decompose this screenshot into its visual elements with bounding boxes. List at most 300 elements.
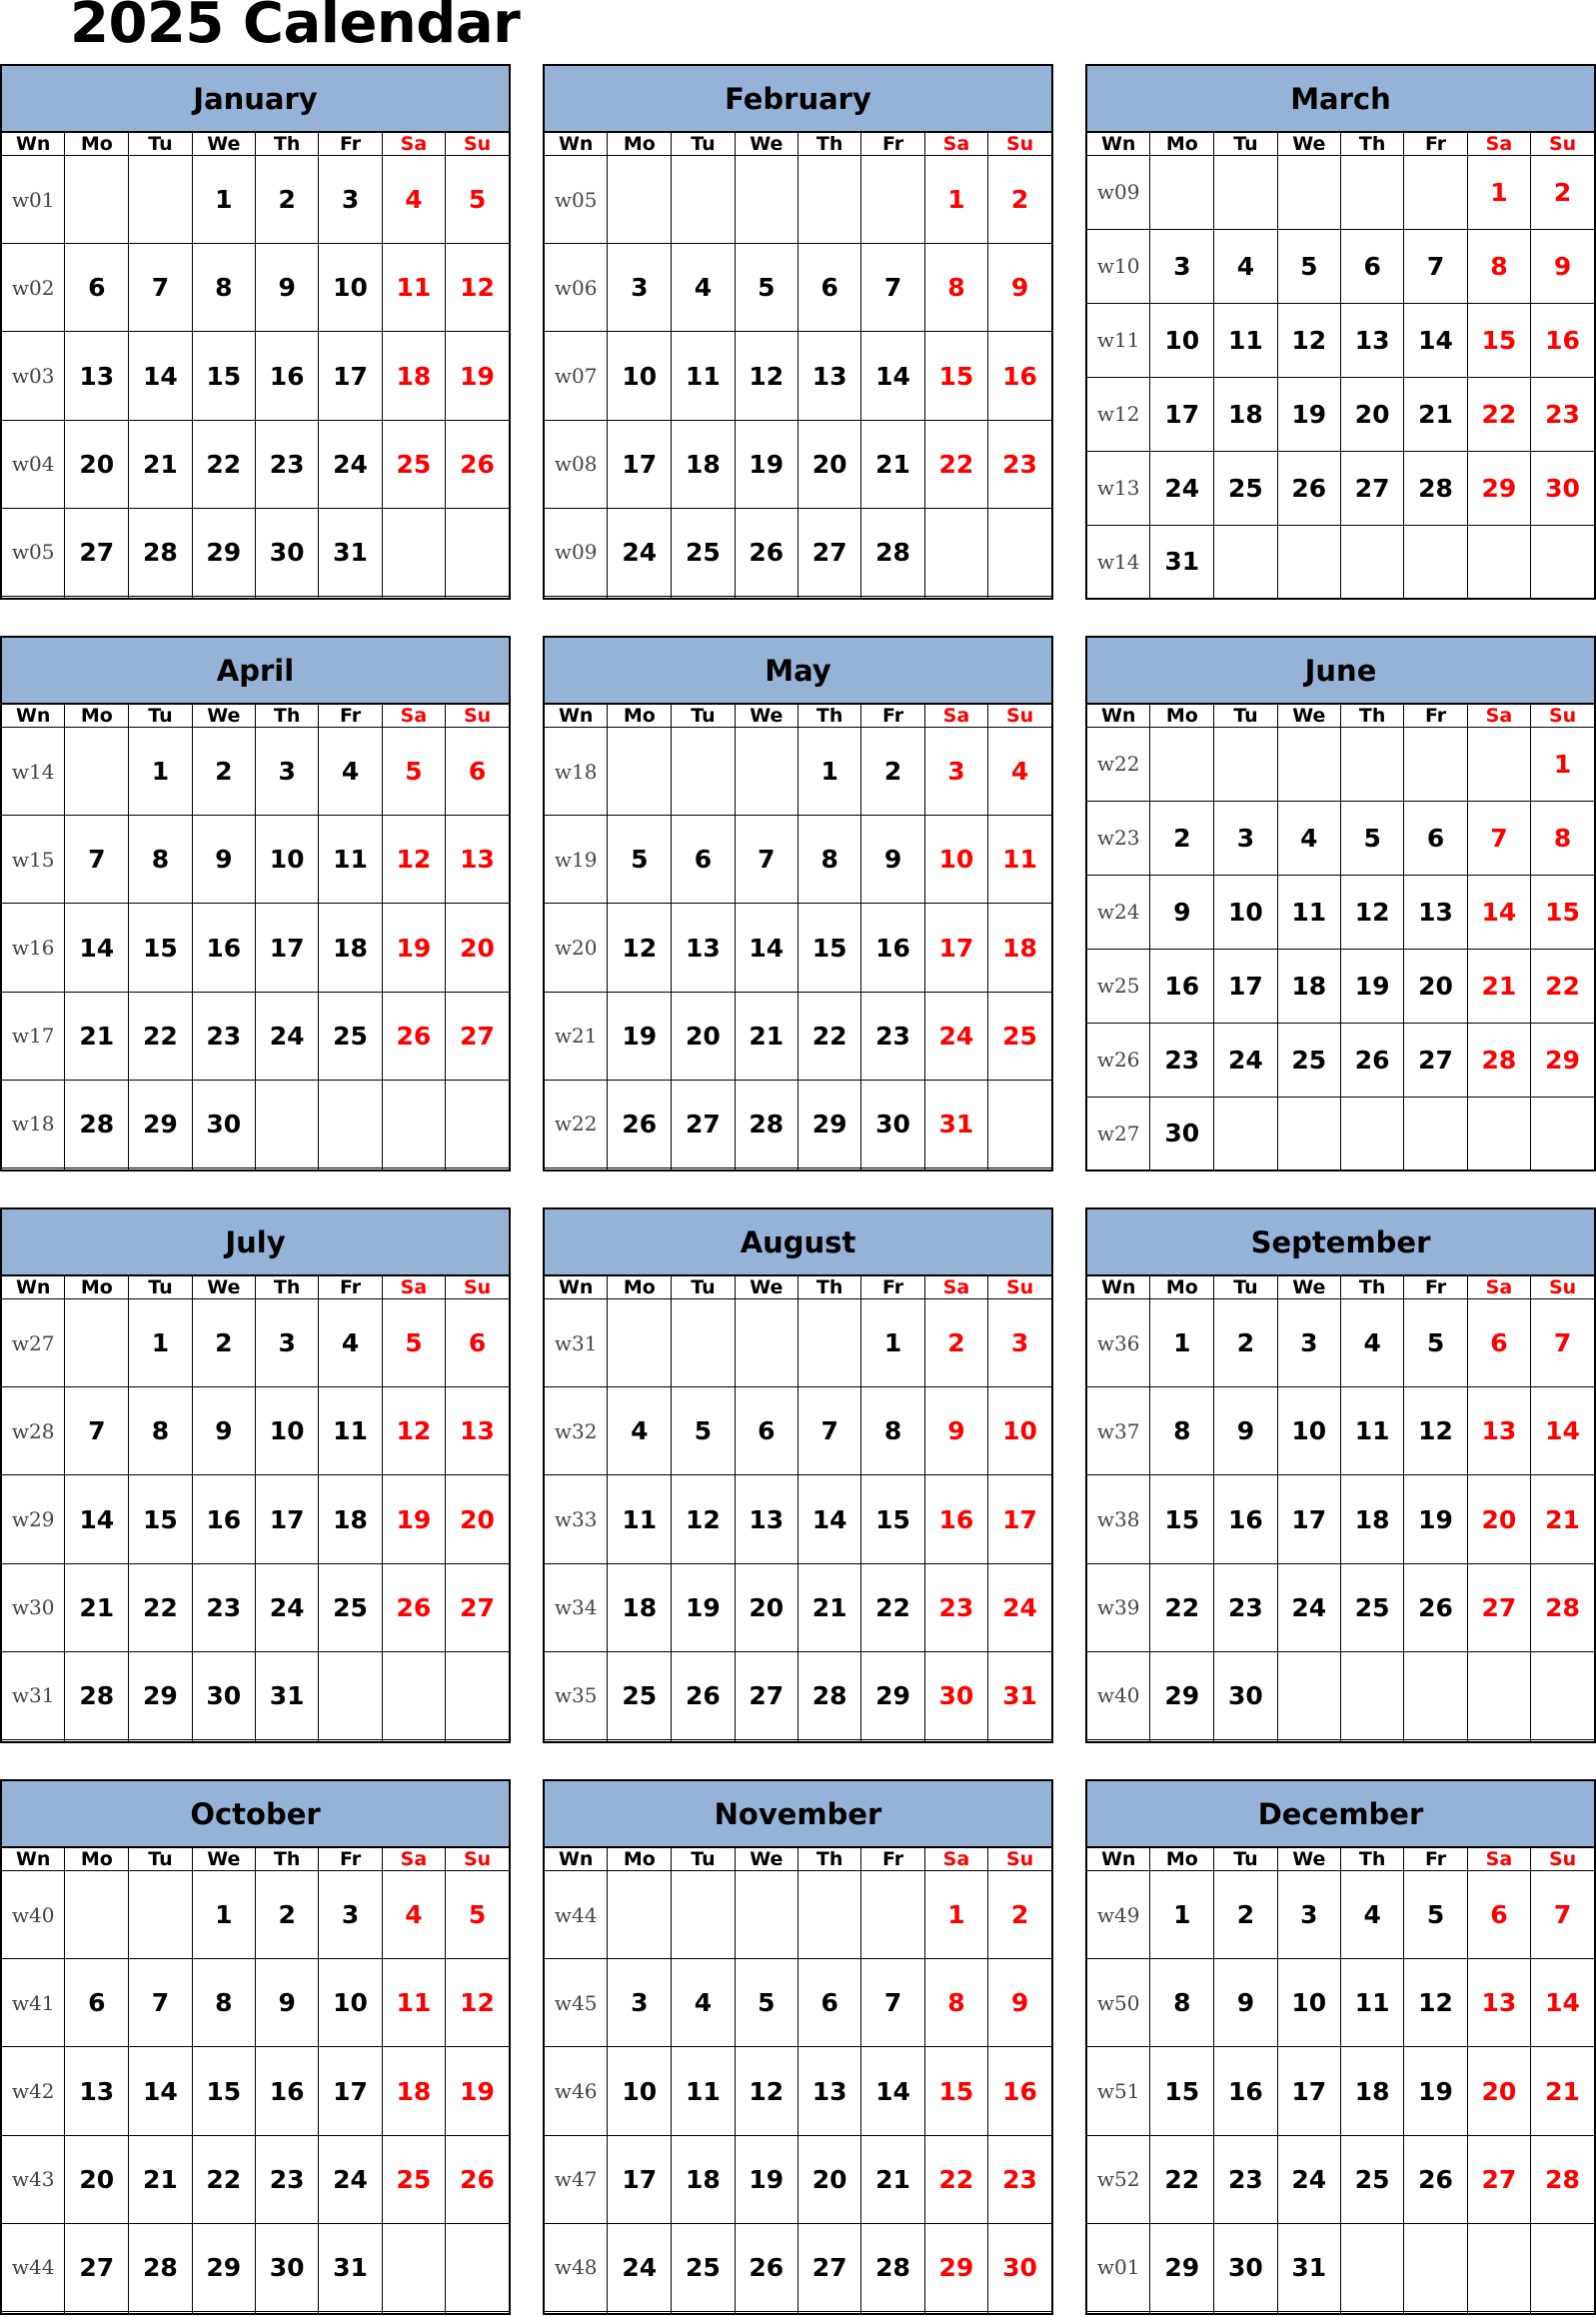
day-cell: 22 bbox=[1531, 949, 1594, 1023]
day-cell: 13 bbox=[798, 2047, 860, 2135]
empty-cell bbox=[924, 508, 987, 596]
day-cell: 1 bbox=[924, 1871, 987, 1959]
day-cell: 26 bbox=[672, 1651, 735, 1739]
day-cell: 11 bbox=[319, 1387, 382, 1475]
day-cell: 13 bbox=[65, 2047, 129, 2135]
day-cell: 4 bbox=[1214, 229, 1277, 303]
day-cell: 29 bbox=[924, 2223, 987, 2311]
day-cell: 27 bbox=[798, 2223, 860, 2311]
day-cell: 26 bbox=[382, 992, 445, 1080]
weekday-header-th: Th bbox=[798, 705, 860, 728]
day-cell: 2 bbox=[924, 1299, 987, 1387]
week-row bbox=[2, 2312, 509, 2313]
day-cell: 1 bbox=[129, 1299, 192, 1387]
weekday-header-we: We bbox=[192, 133, 255, 156]
weekday-header-sa: Sa bbox=[382, 133, 445, 156]
day-cell: 7 bbox=[861, 244, 924, 332]
empty-cell bbox=[798, 1299, 860, 1387]
day-cell: 15 bbox=[924, 2047, 987, 2135]
day-cell: 8 bbox=[924, 1959, 987, 2047]
day-cell: 23 bbox=[1214, 1563, 1277, 1651]
day-cell: 24 bbox=[988, 1563, 1051, 1651]
month-name: March bbox=[1087, 66, 1594, 133]
day-cell: 6 bbox=[65, 1959, 129, 2047]
weekday-header-row bbox=[1087, 133, 1594, 156]
day-cell: 11 bbox=[1214, 303, 1277, 377]
day-cell: 10 bbox=[319, 1959, 382, 2047]
empty-cell bbox=[382, 1080, 445, 1167]
week-row bbox=[1087, 451, 1594, 525]
day-cell: 17 bbox=[255, 904, 318, 992]
empty-cell bbox=[446, 2312, 509, 2313]
day-cell: 13 bbox=[1467, 1387, 1530, 1475]
day-cell: 8 bbox=[1467, 229, 1530, 303]
week-row bbox=[2, 728, 509, 816]
week-number bbox=[2, 2312, 65, 2313]
day-cell: 27 bbox=[65, 508, 129, 596]
day-cell: 12 bbox=[382, 816, 445, 904]
month-table bbox=[1087, 705, 1594, 1169]
weekday-header-su: Su bbox=[1531, 1848, 1594, 1871]
week-number: w50 bbox=[1087, 1959, 1150, 2047]
day-cell: 11 bbox=[672, 2047, 735, 2135]
empty-cell bbox=[382, 597, 445, 598]
day-cell: 20 bbox=[798, 2135, 860, 2223]
day-cell: 7 bbox=[735, 816, 798, 904]
weekday-header-sa: Sa bbox=[382, 1848, 445, 1871]
week-row bbox=[2, 1871, 509, 1959]
week-number: w01 bbox=[1087, 2223, 1150, 2311]
day-cell: 10 bbox=[1214, 875, 1277, 949]
week-row bbox=[1087, 1387, 1594, 1475]
day-cell: 5 bbox=[672, 1387, 735, 1475]
day-cell: 9 bbox=[988, 1959, 1051, 2047]
weekday-header-we: We bbox=[735, 1848, 798, 1871]
day-cell: 18 bbox=[608, 1563, 672, 1651]
empty-cell bbox=[861, 156, 924, 244]
day-cell: 30 bbox=[192, 1080, 255, 1167]
empty-cell bbox=[192, 1168, 255, 1169]
weekday-header-fr: Fr bbox=[1404, 705, 1467, 728]
day-cell: 28 bbox=[1531, 2135, 1594, 2223]
day-cell: 7 bbox=[65, 816, 129, 904]
week-number: w49 bbox=[1087, 1871, 1150, 1959]
day-cell: 30 bbox=[861, 1080, 924, 1167]
day-cell: 25 bbox=[319, 1563, 382, 1651]
day-cell: 29 bbox=[1150, 1651, 1214, 1739]
empty-cell bbox=[65, 1871, 129, 1959]
empty-cell bbox=[608, 1740, 672, 1741]
empty-cell bbox=[1277, 1651, 1340, 1739]
day-cell: 19 bbox=[382, 904, 445, 992]
day-cell: 3 bbox=[1150, 229, 1214, 303]
empty-cell bbox=[255, 1168, 318, 1169]
week-row bbox=[545, 1387, 1051, 1475]
day-cell: 13 bbox=[446, 816, 509, 904]
weekday-header-tu: Tu bbox=[1214, 1848, 1277, 1871]
week-number: w14 bbox=[2, 728, 65, 816]
day-cell: 15 bbox=[1531, 875, 1594, 949]
week-row bbox=[1087, 229, 1594, 303]
empty-cell bbox=[988, 2312, 1051, 2313]
day-cell: 12 bbox=[382, 1387, 445, 1475]
empty-cell bbox=[1277, 1740, 1340, 1741]
weekday-header-fr: Fr bbox=[319, 705, 382, 728]
day-cell: 18 bbox=[1277, 949, 1340, 1023]
day-cell: 19 bbox=[1277, 377, 1340, 451]
day-cell: 8 bbox=[192, 1959, 255, 2047]
day-cell: 22 bbox=[1150, 2135, 1214, 2223]
weekday-header-sa: Sa bbox=[382, 1276, 445, 1299]
empty-cell bbox=[735, 2312, 798, 2313]
weekday-header-th: Th bbox=[1340, 1848, 1403, 1871]
week-row bbox=[2, 992, 509, 1080]
month-march bbox=[1085, 64, 1596, 600]
weekday-header-wn: Wn bbox=[1087, 133, 1150, 156]
day-cell: 14 bbox=[1467, 875, 1530, 949]
week-number bbox=[545, 1168, 608, 1169]
week-number: w39 bbox=[1087, 1563, 1150, 1651]
day-cell: 4 bbox=[1277, 801, 1340, 875]
day-cell: 6 bbox=[735, 1387, 798, 1475]
day-cell: 13 bbox=[446, 1387, 509, 1475]
week-row bbox=[545, 1740, 1051, 1741]
week-row bbox=[1087, 728, 1594, 802]
day-cell: 28 bbox=[735, 1080, 798, 1167]
day-cell: 6 bbox=[65, 244, 129, 332]
day-cell: 14 bbox=[861, 332, 924, 420]
week-number: w38 bbox=[1087, 1475, 1150, 1563]
day-cell: 14 bbox=[735, 904, 798, 992]
day-cell: 3 bbox=[924, 728, 987, 816]
empty-cell bbox=[1467, 728, 1530, 802]
day-cell: 5 bbox=[446, 156, 509, 244]
empty-cell bbox=[672, 156, 735, 244]
day-cell: 31 bbox=[319, 2223, 382, 2311]
month-may bbox=[543, 636, 1053, 1171]
weekday-header-mo: Mo bbox=[65, 1276, 129, 1299]
day-cell: 20 bbox=[735, 1563, 798, 1651]
weekday-header-tu: Tu bbox=[129, 133, 192, 156]
day-cell: 21 bbox=[65, 992, 129, 1080]
empty-cell bbox=[446, 1740, 509, 1741]
weekday-header-row bbox=[545, 705, 1051, 728]
month-table bbox=[2, 705, 509, 1169]
empty-cell bbox=[861, 597, 924, 598]
day-cell: 17 bbox=[924, 904, 987, 992]
day-cell: 18 bbox=[319, 1475, 382, 1563]
day-cell: 20 bbox=[1467, 2047, 1530, 2135]
week-row bbox=[1087, 801, 1594, 875]
day-cell: 5 bbox=[735, 1959, 798, 2047]
day-cell: 8 bbox=[1150, 1387, 1214, 1475]
week-number: w16 bbox=[2, 904, 65, 992]
day-cell: 4 bbox=[672, 1959, 735, 2047]
day-cell: 4 bbox=[1340, 1299, 1403, 1387]
day-cell: 6 bbox=[1340, 229, 1403, 303]
month-june bbox=[1085, 636, 1596, 1171]
empty-cell bbox=[1531, 1097, 1594, 1169]
day-cell: 5 bbox=[735, 244, 798, 332]
month-name: April bbox=[2, 638, 509, 705]
day-cell: 23 bbox=[192, 992, 255, 1080]
empty-cell bbox=[798, 597, 860, 598]
day-cell: 14 bbox=[1404, 303, 1467, 377]
day-cell: 6 bbox=[446, 1299, 509, 1387]
empty-cell bbox=[672, 728, 735, 816]
weekday-header-wn: Wn bbox=[1087, 705, 1150, 728]
day-cell: 9 bbox=[1214, 1959, 1277, 2047]
week-number: w12 bbox=[1087, 377, 1150, 451]
day-cell: 10 bbox=[608, 332, 672, 420]
week-row bbox=[1087, 2135, 1594, 2223]
day-cell: 29 bbox=[192, 508, 255, 596]
day-cell: 20 bbox=[65, 420, 129, 508]
day-cell: 22 bbox=[129, 992, 192, 1080]
day-cell: 14 bbox=[129, 332, 192, 420]
week-row bbox=[1087, 1959, 1594, 2047]
day-cell: 18 bbox=[382, 2047, 445, 2135]
day-cell: 2 bbox=[1150, 801, 1214, 875]
day-cell: 7 bbox=[1531, 1299, 1594, 1387]
day-cell: 13 bbox=[672, 904, 735, 992]
day-cell: 4 bbox=[382, 156, 445, 244]
empty-cell bbox=[65, 1299, 129, 1387]
day-cell: 29 bbox=[1150, 2223, 1214, 2311]
day-cell: 28 bbox=[65, 1651, 129, 1739]
empty-cell bbox=[735, 1871, 798, 1959]
week-row bbox=[545, 1299, 1051, 1387]
empty-cell bbox=[1340, 1651, 1403, 1739]
day-cell: 9 bbox=[255, 244, 318, 332]
day-cell: 31 bbox=[924, 1080, 987, 1167]
day-cell: 1 bbox=[1467, 156, 1530, 230]
week-number: w30 bbox=[2, 1563, 65, 1651]
week-row bbox=[545, 2312, 1051, 2313]
day-cell: 24 bbox=[1150, 451, 1214, 525]
weekday-header-th: Th bbox=[798, 1276, 860, 1299]
weekday-header-tu: Tu bbox=[1214, 705, 1277, 728]
weekday-header-row bbox=[1087, 705, 1594, 728]
empty-cell bbox=[608, 2312, 672, 2313]
day-cell: 20 bbox=[1340, 377, 1403, 451]
empty-cell bbox=[672, 2312, 735, 2313]
weekday-header-we: We bbox=[1277, 1848, 1340, 1871]
day-cell: 19 bbox=[382, 1475, 445, 1563]
month-name: September bbox=[1087, 1209, 1594, 1276]
day-cell: 1 bbox=[129, 728, 192, 816]
week-row bbox=[1087, 1871, 1594, 1959]
week-row bbox=[1087, 1651, 1594, 1739]
empty-cell bbox=[608, 728, 672, 816]
empty-cell bbox=[861, 1740, 924, 1741]
month-name: October bbox=[2, 1781, 509, 1848]
empty-cell bbox=[1214, 728, 1277, 802]
week-row bbox=[545, 1563, 1051, 1651]
day-cell: 17 bbox=[1214, 949, 1277, 1023]
empty-cell bbox=[1404, 1097, 1467, 1169]
day-cell: 1 bbox=[192, 1871, 255, 1959]
day-cell: 5 bbox=[382, 728, 445, 816]
day-cell: 1 bbox=[192, 156, 255, 244]
day-cell: 8 bbox=[1150, 1959, 1214, 2047]
day-cell: 12 bbox=[1404, 1387, 1467, 1475]
empty-cell bbox=[255, 1080, 318, 1167]
day-cell: 10 bbox=[255, 1387, 318, 1475]
day-cell: 12 bbox=[608, 904, 672, 992]
day-cell: 31 bbox=[988, 1651, 1051, 1739]
week-number bbox=[545, 1740, 608, 1741]
week-row bbox=[2, 1651, 509, 1739]
day-cell: 16 bbox=[988, 2047, 1051, 2135]
weekday-header-su: Su bbox=[1531, 705, 1594, 728]
week-row bbox=[1087, 1475, 1594, 1563]
day-cell: 9 bbox=[1531, 229, 1594, 303]
weekday-header-th: Th bbox=[1340, 705, 1403, 728]
day-cell: 28 bbox=[1531, 1563, 1594, 1651]
week-row bbox=[1087, 1097, 1594, 1169]
weekday-header-wn: Wn bbox=[545, 705, 608, 728]
weekday-header-row bbox=[545, 1848, 1051, 1871]
day-cell: 30 bbox=[255, 2223, 318, 2311]
week-number: w23 bbox=[1087, 801, 1150, 875]
empty-cell bbox=[382, 1651, 445, 1739]
week-number bbox=[545, 597, 608, 598]
day-cell: 4 bbox=[1340, 1871, 1403, 1959]
empty-cell bbox=[129, 156, 192, 244]
day-cell: 30 bbox=[1150, 1097, 1214, 1169]
day-cell: 12 bbox=[672, 1475, 735, 1563]
week-number: w35 bbox=[545, 1651, 608, 1739]
empty-cell bbox=[319, 2312, 382, 2313]
day-cell: 20 bbox=[446, 1475, 509, 1563]
week-row bbox=[545, 1080, 1051, 1167]
weekday-header-wn: Wn bbox=[545, 1848, 608, 1871]
weekday-header-tu: Tu bbox=[672, 133, 735, 156]
week-number: w44 bbox=[2, 2223, 65, 2311]
empty-cell bbox=[1467, 1651, 1530, 1739]
week-number: w09 bbox=[1087, 156, 1150, 230]
day-cell: 1 bbox=[798, 728, 860, 816]
empty-cell bbox=[382, 508, 445, 596]
day-cell: 1 bbox=[924, 156, 987, 244]
day-cell: 5 bbox=[1277, 229, 1340, 303]
empty-cell bbox=[1150, 1740, 1214, 1741]
weekday-header-sa: Sa bbox=[1467, 1276, 1530, 1299]
month-name: January bbox=[2, 66, 509, 133]
day-cell: 2 bbox=[1531, 156, 1594, 230]
day-cell: 9 bbox=[924, 1387, 987, 1475]
weekday-header-th: Th bbox=[798, 133, 860, 156]
empty-cell bbox=[65, 597, 129, 598]
day-cell: 8 bbox=[924, 244, 987, 332]
week-number: w22 bbox=[545, 1080, 608, 1167]
empty-cell bbox=[129, 1740, 192, 1741]
weekday-header-mo: Mo bbox=[65, 1848, 129, 1871]
day-cell: 19 bbox=[735, 2135, 798, 2223]
day-cell: 27 bbox=[798, 508, 860, 596]
day-cell: 22 bbox=[798, 992, 860, 1080]
week-number: w22 bbox=[1087, 728, 1150, 802]
week-row bbox=[545, 1475, 1051, 1563]
day-cell: 16 bbox=[192, 1475, 255, 1563]
day-cell: 29 bbox=[192, 2223, 255, 2311]
day-cell: 23 bbox=[1150, 1023, 1214, 1097]
week-row bbox=[2, 1740, 509, 1741]
week-number: w40 bbox=[2, 1871, 65, 1959]
day-cell: 10 bbox=[608, 2047, 672, 2135]
day-cell: 5 bbox=[382, 1299, 445, 1387]
day-cell: 21 bbox=[1531, 1475, 1594, 1563]
weekday-header-row bbox=[1087, 1848, 1594, 1871]
empty-cell bbox=[1467, 1097, 1530, 1169]
empty-cell bbox=[1340, 525, 1403, 598]
empty-cell bbox=[861, 1168, 924, 1169]
week-row bbox=[2, 1475, 509, 1563]
day-cell: 13 bbox=[735, 1475, 798, 1563]
weekday-header-mo: Mo bbox=[65, 705, 129, 728]
day-cell: 19 bbox=[672, 1563, 735, 1651]
day-cell: 26 bbox=[1340, 1023, 1403, 1097]
week-number: w09 bbox=[545, 508, 608, 596]
day-cell: 17 bbox=[608, 420, 672, 508]
day-cell: 29 bbox=[798, 1080, 860, 1167]
day-cell: 27 bbox=[446, 992, 509, 1080]
month-table bbox=[545, 1848, 1051, 2313]
empty-cell bbox=[255, 2312, 318, 2313]
weekday-header-wn: Wn bbox=[2, 133, 65, 156]
weekday-header-sa: Sa bbox=[1467, 705, 1530, 728]
day-cell: 23 bbox=[255, 2135, 318, 2223]
week-number: w19 bbox=[545, 816, 608, 904]
week-row bbox=[2, 2047, 509, 2135]
day-cell: 24 bbox=[1214, 1023, 1277, 1097]
week-row bbox=[2, 2223, 509, 2311]
day-cell: 8 bbox=[1531, 801, 1594, 875]
day-cell: 27 bbox=[1467, 2135, 1530, 2223]
weekday-header-row bbox=[2, 133, 509, 156]
empty-cell bbox=[319, 1740, 382, 1741]
weekday-header-sa: Sa bbox=[1467, 133, 1530, 156]
weekday-header-tu: Tu bbox=[129, 1276, 192, 1299]
day-cell: 9 bbox=[861, 816, 924, 904]
day-cell: 28 bbox=[1404, 451, 1467, 525]
weekday-header-tu: Tu bbox=[129, 1848, 192, 1871]
empty-cell bbox=[446, 1651, 509, 1739]
day-cell: 28 bbox=[861, 2223, 924, 2311]
week-row bbox=[545, 904, 1051, 992]
week-row bbox=[1087, 525, 1594, 598]
weekday-header-wn: Wn bbox=[545, 1276, 608, 1299]
week-number: w05 bbox=[545, 156, 608, 244]
week-number: w52 bbox=[1087, 2135, 1150, 2223]
day-cell: 6 bbox=[1404, 801, 1467, 875]
day-cell: 28 bbox=[129, 2223, 192, 2311]
week-number: w29 bbox=[2, 1475, 65, 1563]
weekday-header-mo: Mo bbox=[608, 705, 672, 728]
empty-cell bbox=[608, 1168, 672, 1169]
empty-cell bbox=[382, 2312, 445, 2313]
week-row bbox=[2, 1299, 509, 1387]
day-cell: 3 bbox=[608, 244, 672, 332]
week-row bbox=[2, 1563, 509, 1651]
week-row bbox=[2, 1168, 509, 1169]
empty-cell bbox=[924, 597, 987, 598]
empty-cell bbox=[1531, 1740, 1594, 1741]
day-cell: 25 bbox=[382, 2135, 445, 2223]
day-cell: 11 bbox=[988, 816, 1051, 904]
month-name: July bbox=[2, 1209, 509, 1276]
